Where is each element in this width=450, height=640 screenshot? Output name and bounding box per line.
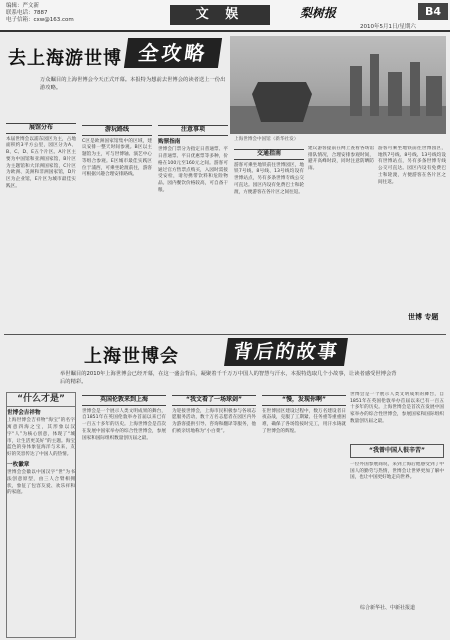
column-text: 一位外国参展商说，来到上海后他感受到了中国人的勤劳与热情，世博会让世界更加了解中国，也让中国更好地走向世界。 <box>350 462 444 481</box>
china-pavilion-shape <box>252 82 312 122</box>
building-shape <box>410 62 420 116</box>
sidebar-box <box>6 392 76 638</box>
article1-column-1 <box>6 120 76 330</box>
article2-column-2 <box>172 392 256 638</box>
column-heading: 展馆分布 <box>6 123 76 134</box>
building-shape <box>426 76 442 116</box>
column-heading: 游玩路线 <box>82 125 152 136</box>
sidebar-text: 世博会会徽以中国汉字“世”为书法创意原型，由三人合臂相拥状，象征了包容友爱、欢乐祥和的家庭。 <box>7 470 75 496</box>
editor-line: 编辑：严文新 <box>6 3 40 9</box>
column-text: 游客可乘坐地铁前往世博园区，地铁7号线、8号线、13号线均设有世博站点，另有多条世博专线公交可直达。园区内设有免费巴士和轮渡，方便游客在各片区之间往返。 <box>234 162 304 195</box>
article2-column-4-top <box>350 392 444 442</box>
column-subheading: “慢，发现你啊” <box>262 395 346 406</box>
article1-column-4 <box>234 146 304 326</box>
article1-title: 去上海游世博 <box>8 48 122 69</box>
column-text: 世博会是一个展示人类文明成果的舞台，自1851年在英国伦敦举办首届以来已有一百五十多年的历史。上海世博会是首次在发展中国家举办的综合性世博会，参展国家和国际组织数量创历届之最。 <box>350 392 444 424</box>
article1-title-highlight: 全攻略 <box>124 38 222 68</box>
quote-box: “我曾中国人很辛苦” <box>350 444 444 458</box>
building-shape <box>370 54 379 116</box>
phone-line: 联系电话：7887 <box>6 10 48 16</box>
byline-stamp <box>408 312 438 322</box>
article2-column-3 <box>262 392 346 638</box>
column-text: 本届世博会以浦东园区为主，占地面积约3平方公里，园区分为A、B、C、D、E五个片区。A片区主要为中国馆和亚洲国家馆，B片区为主题馆和大洋洲国家馆，C片区为欧洲、美洲和非洲国家馆，D片区为企业馆，E片区为城市最佳实践区。 <box>6 136 76 189</box>
reporter: 专题 <box>424 313 439 321</box>
article1-column-3 <box>158 122 228 332</box>
article1-column-5 <box>308 146 374 326</box>
column-text: 建议游客提前在网上查看各场馆排队情况，合理安排参观时间，避开高峰时段，同时注意防晒防雨。 <box>308 146 374 172</box>
column-text: C区是欧洲国家馆集中的区域，建议安排一整天时间参观。B区以主题馆为主，可与世博轴、演艺中心等组合参观。E区城市最佳实践区位于浦西，可乘坐轮渡前往，游客可根据兴趣合理安排路线。 <box>82 138 152 178</box>
article2-lede: 举世瞩目的2010年上海世博会已经开幕，在这一盛会背后，凝聚着千千万万中国人的智慧与汗水，本报特选取几个小故事，让读者感受世博会背后的精彩。 <box>60 371 397 385</box>
newspaper-brand: 梨树报 <box>300 6 337 20</box>
article1-column-2 <box>82 122 152 332</box>
article2-column-1 <box>82 392 166 638</box>
section-label: 文 娱 <box>170 5 270 25</box>
column-text: 世博会门票分为指定日普通票、平日普通票、平日优惠票等多种，价格在100元至160元之间。游客可通过官方售票点购买，入园时需接受安检，请勿携带饮料和危险物品。园内餐饮价格较高，可自备干粮。 <box>158 147 228 193</box>
byline: 世博 <box>408 313 422 321</box>
column-heading: 注意事项 <box>158 125 228 136</box>
column-subheading: 英国伦敦来到上海 <box>82 395 166 406</box>
building-shape <box>388 72 402 116</box>
article2-column-4-bottom <box>350 462 444 602</box>
photo-caption: 上海世博会中国馆（新华社发） <box>234 137 299 142</box>
page-number: B4 <box>418 3 448 20</box>
page-header <box>0 0 450 32</box>
column-subheading: 购票指南 <box>158 138 181 145</box>
column-text: 世博会是一个展示人类文明成果的舞台，自1851年在英国伦敦举办首届以来已有一百五十多年的历史。上海世博会是首次在发展中国家举办的综合性世博会，参展国家和国际组织数量创历届之最。 <box>82 408 166 441</box>
expo-photo <box>230 36 446 134</box>
sidebar-title: “什么才是” <box>7 393 75 407</box>
sidebar-subheading: 世博会吉祥物 <box>7 409 41 416</box>
article2-title-highlight: 背后的故事 <box>224 338 348 366</box>
sidebar-subheading: 一枚徽章 <box>7 461 30 468</box>
article2-title: 上海世博会 <box>84 346 179 367</box>
column-text: 为迎接世博会，上海市民积极参与各项志愿服务活动，数十万名志愿者在园区内外为游客提供引导、咨询和翻译等服务，他们被亲切地称为“小白菜”。 <box>172 408 256 434</box>
editor-info <box>6 3 74 24</box>
section-divider <box>4 334 446 335</box>
issue-date: 2010年5月1日/星期六 <box>360 24 416 30</box>
building-shape <box>350 66 362 116</box>
article1-lede: 万众瞩目的上海世博会今天正式开幕。本报特为想前去世博会的读者送上一份出游攻略。 <box>40 77 226 91</box>
column-text: 在世博园区建设过程中，数万名建设者日夜奋战，克服了工期紧、任务重等重重困难，确保了各场馆按时完工，用汗水铸就了世博会的辉煌。 <box>262 408 346 434</box>
article1-column-6 <box>378 146 446 306</box>
email-line: 电子信箱：cxw@163.com <box>6 17 74 23</box>
article2-signoff: 综合新华社、中新社报道 <box>360 605 416 611</box>
column-subheading: “我文看了一场球剑” <box>172 395 256 406</box>
sidebar-text: 上海世博会吉祥物“海宝”的名字寓意四海之宝，其形象以汉字“人”为核心创意，体现了“城市，让生活更美好”的主题。海宝蓝色的身体象征海洋与未来，友好的笑容传达了中国人的热情。 <box>7 418 75 457</box>
column-text: 游客可乘坐地铁前往世博园区，地铁7号线、8号线、13号线均设有世博站点，另有多条世博专线公交可直达。园区内设有免费巴士和轮渡，方便游客在各片区之间往返。 <box>378 146 446 185</box>
column-heading: 交通指南 <box>234 149 304 160</box>
